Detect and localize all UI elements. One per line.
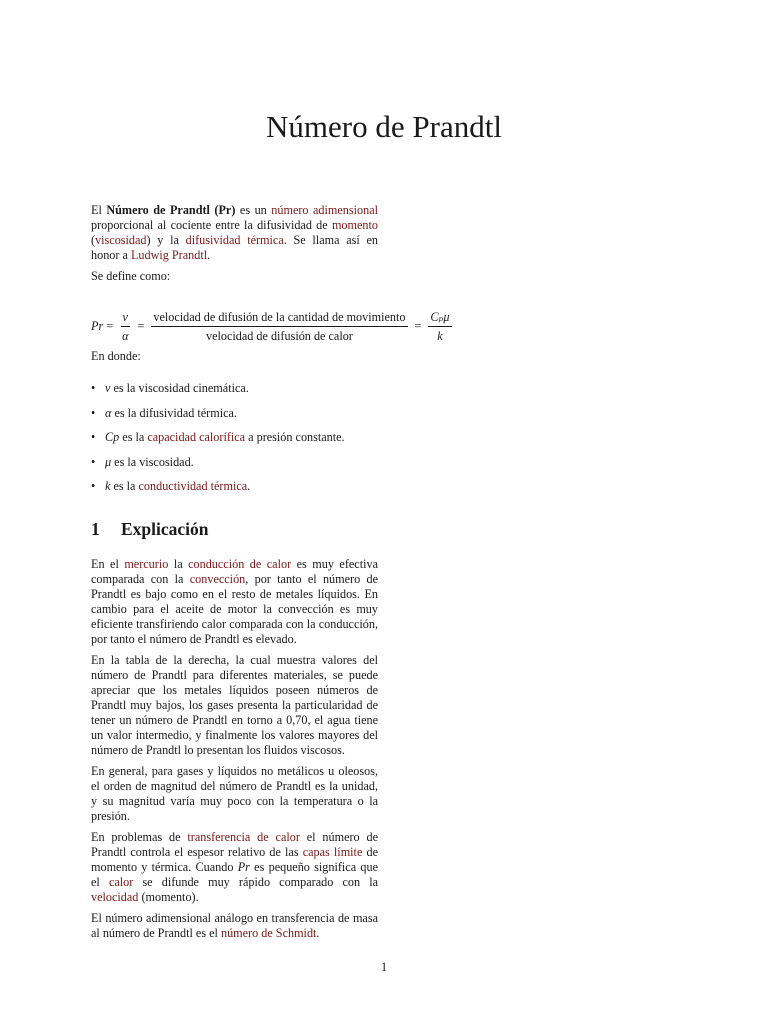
list-item: • ν es la viscosidad cinemática. <box>91 378 391 403</box>
link-capacidad-calorifica[interactable]: capacidad calorífica <box>147 430 246 444</box>
section-title: Explicación <box>121 519 209 539</box>
symbol: ν <box>105 381 111 395</box>
symbol: k <box>105 479 111 493</box>
bullet-icon: • <box>91 479 96 493</box>
link-velocidad[interactable]: velocidad <box>91 890 139 904</box>
explanation-body <box>91 557 378 947</box>
link-capas-limite[interactable]: capas límite <box>302 845 363 859</box>
fraction-cpmu-k <box>428 310 451 343</box>
link-numero-de-schmidt[interactable]: número de Schmidt <box>220 926 317 940</box>
symbol: Cp <box>105 430 120 444</box>
fraction-numerator: ν <box>121 310 130 327</box>
prandtl-formula <box>91 308 456 344</box>
fraction-denominator: k <box>437 328 443 343</box>
link-viscosidad[interactable]: viscosidad <box>95 233 147 247</box>
where-block <box>91 349 378 370</box>
where-text: En donde: <box>91 349 141 363</box>
symbol: α <box>105 405 112 420</box>
bullet-icon: • <box>91 430 96 444</box>
bullet-icon: • <box>91 405 96 420</box>
link-conductividad-termica[interactable]: conductividad térmica <box>138 479 248 493</box>
equals-sign: = <box>106 318 114 333</box>
paragraph: En problemas de transferencia de calor el número de Prandtl controla el espesor relativo de las capas límite de momento y térmica. Cuando Pr es pequeño significa que el calor se difunde muy rápido comparado con la velocidad (momento). <box>91 830 379 904</box>
link-calor[interactable]: calor <box>108 875 134 889</box>
intro-paragraph: El Número de Prandtl (Pr) es un número adimensional proporcional al cociente entre la difusividad de momento (viscosidad) y la difusividad térmica. Se llama así en honor a Ludwig Prandtl. <box>91 203 379 262</box>
page-title: Número de Prandtl <box>266 109 502 144</box>
list-item: • α es la difusividad térmica. <box>91 403 391 428</box>
fraction-denominator: α <box>122 328 129 343</box>
list-item: • μ es la viscosidad. <box>91 452 391 477</box>
link-numero-adimensional[interactable]: número adimensional <box>271 203 379 217</box>
defines-text: Se define como: <box>91 269 171 283</box>
bullet-icon: • <box>91 454 96 469</box>
link-conduccion-de-calor[interactable]: conducción de calor <box>188 557 292 571</box>
list-item: • Cp es la capacidad calorífica a presión constante. <box>91 427 391 452</box>
paragraph: El número adimensional análogo en transferencia de masa al número de Prandtl es el número de Schmidt. <box>91 911 378 940</box>
fraction-nu-alpha <box>120 310 130 343</box>
link-mercurio[interactable]: mercurio <box>124 557 169 571</box>
equals-sign: = <box>414 318 422 333</box>
fraction-numerator: velocidad de difusión de la cantidad de movimiento <box>151 310 407 327</box>
link-ludwig-prandtl[interactable]: Ludwig Prandtl <box>130 248 208 262</box>
list-item: • k es la conductividad térmica. <box>91 476 391 501</box>
paragraph: En la tabla de la derecha, la cual muestra valores del número de Prandtl para diferentes materiales, se puede apreciar que los metales líquidos poseen números de Prandtl muy bajos, los gases presenta la particularidad de tener un número de Prandtl en torno a 0,70, el agua tiene un valor intermedio, y finalmente los valores mayores del número de Prandtl lo presentan los fluidos viscosos. <box>91 653 378 757</box>
paragraph: En general, para gases y líquidos no metálicos u oleosos, el orden de magnitud del número de Prandtl es la unidad, y su magnitud varía muy poco con la temperatura o la presión. <box>91 764 378 823</box>
fraction-words <box>151 310 407 343</box>
page-number: 1 <box>380 960 388 974</box>
fraction-numerator: Cₚμ <box>428 310 451 327</box>
link-conveccion[interactable]: convección <box>189 572 246 586</box>
link-transferencia-de-calor[interactable]: transferencia de calor <box>187 830 300 844</box>
formula-lhs: Pr <box>91 318 104 333</box>
section-heading <box>91 519 209 540</box>
bullet-icon: • <box>91 381 96 395</box>
paragraph: En el mercurio la conducción de calor es muy efectiva comparada con la convección, por tanto el número de Prandtl es bajo como en el resto de metales líquidos. En cambio para el aceite de motor la convección es muy eficiente transfiriendo calor comparada con la conducción, por tanto el número de Prandtl es elevado. <box>91 557 378 646</box>
link-difusividad-termica[interactable]: difusividad térmica <box>185 233 284 247</box>
link-momento[interactable]: momento <box>331 218 378 232</box>
equals-sign: = <box>137 318 145 333</box>
symbol: μ <box>105 454 112 469</box>
bold-term: Número de Prandtl (Pr) <box>106 203 236 217</box>
intro-block <box>91 203 378 290</box>
section-number: 1 <box>91 519 100 539</box>
fraction-denominator: velocidad de difusión de calor <box>205 328 353 343</box>
definition-list <box>91 378 391 501</box>
